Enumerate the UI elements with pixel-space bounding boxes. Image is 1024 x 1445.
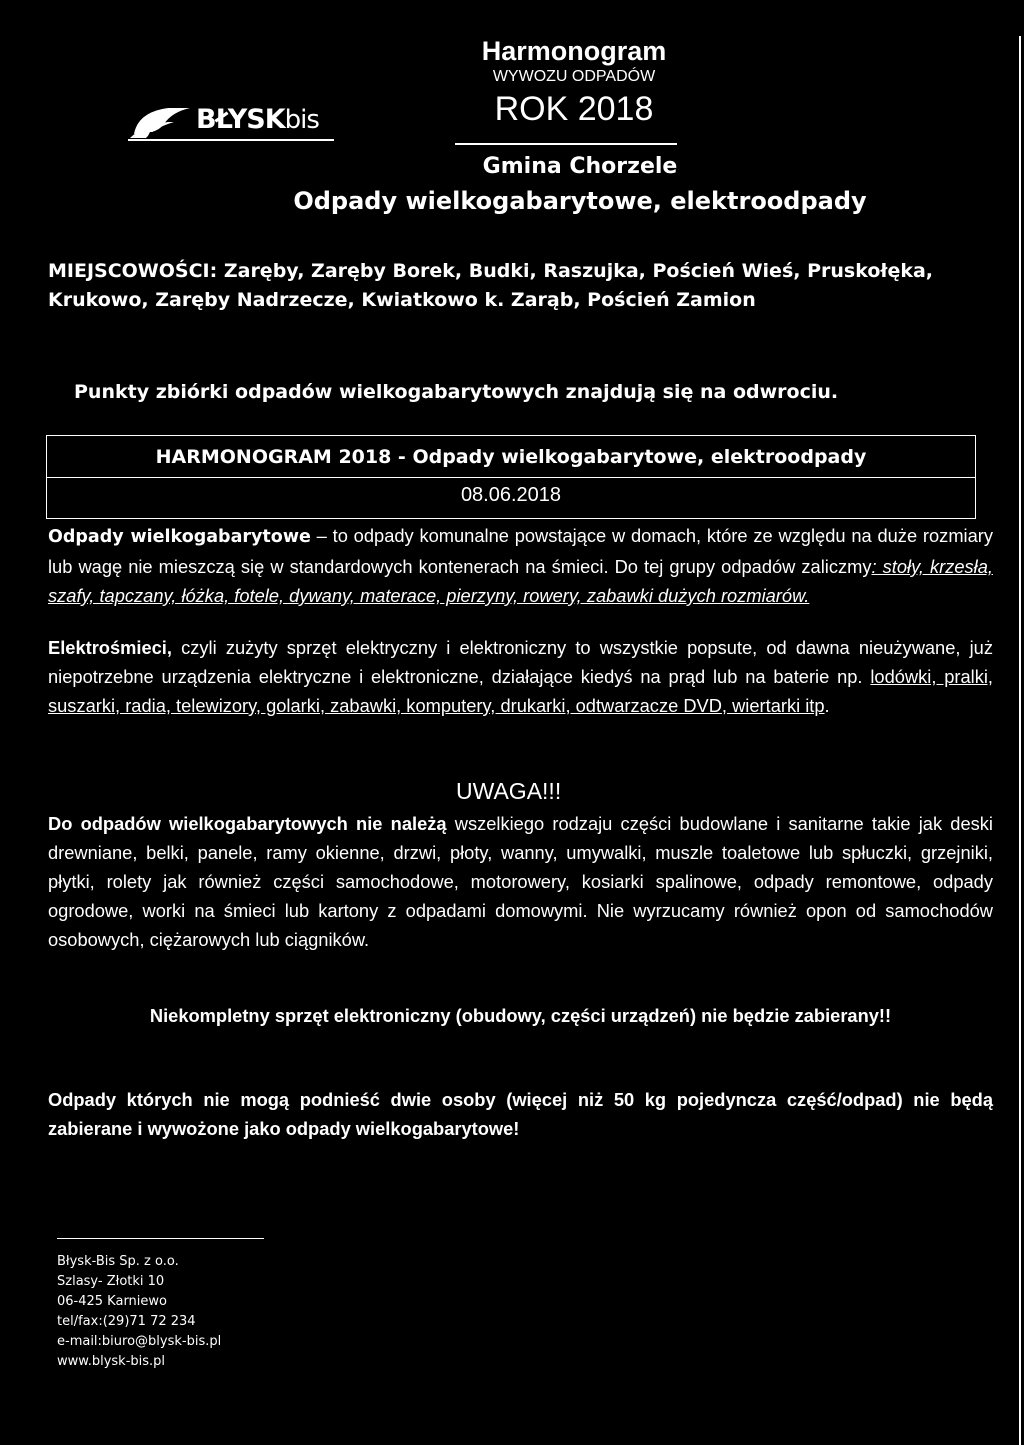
company-logo-icon bbox=[128, 102, 198, 142]
ewaste-end: . bbox=[824, 695, 830, 716]
localities-list: Zaręby, Zaręby Borek, Budki, Raszujka, Poścień Wieś, Pruskołęka, Krukowo, Zaręby Nadrzecze, Kwiatkowo k. Zarąb, Poścień Zamion bbox=[48, 260, 934, 311]
warning-title: UWAGA!!! bbox=[456, 778, 562, 804]
year-heading: ROK 2018 bbox=[494, 90, 654, 128]
ewaste-examples: lodówki, pralki, suszarki, radia, telewizory, golarki, zabawki, komputery, drukarki, odtwarzacze DVD, wiertarki itp bbox=[48, 666, 994, 716]
bulky-waste-term: Odpady wielkogabarytowe bbox=[48, 527, 311, 547]
company-phone: tel/fax:(29)71 72 234 bbox=[57, 1314, 196, 1329]
company-street: Szlasy- Złotki 10 bbox=[57, 1274, 165, 1289]
warning-text bbox=[48, 809, 993, 954]
gmina-heading: Gmina Chorzele bbox=[482, 154, 678, 179]
title-divider bbox=[455, 143, 677, 145]
company-email: e-mail:biuro@blysk-bis.pl bbox=[57, 1334, 222, 1349]
warning-lead: Do odpadów wielkogabarytowych nie należą bbox=[48, 813, 447, 834]
signature-rule bbox=[57, 1238, 264, 1239]
ewaste-term: Elektrośmieci, bbox=[48, 637, 172, 658]
company-logo bbox=[196, 104, 319, 135]
collection-points-note: Punkty zbiórki odpadów wielkogabarytowych znajdują się na odwrociu. bbox=[74, 381, 839, 403]
company-city: 06-425 Karniewo bbox=[57, 1294, 167, 1309]
page-title: Harmonogram bbox=[481, 36, 667, 66]
schedule-date: 08.06.2018 bbox=[460, 484, 562, 506]
category-heading: Odpady wielkogabarytowe, elektroodpady bbox=[293, 187, 867, 215]
ewaste-description bbox=[48, 633, 993, 720]
schedule-title: HARMONOGRAM 2018 - Odpady wielkogabarytowe, elektroodpady bbox=[155, 446, 867, 468]
page-subtitle: WYWOZU ODPADÓW bbox=[492, 68, 656, 85]
company-address bbox=[57, 1252, 221, 1372]
logo-suffix: bis bbox=[284, 105, 319, 135]
schedule-divider bbox=[46, 477, 976, 478]
warning-body: wszelkiego rodzaju części budowlane i sanitarne takie jak deski drewniane, belki, panele, ramy okienne, drzwi, płoty, wanny, umywalki, muszle toaletowe lub spłuczki, grzejniki, płytki, rolety jak również części samochodowe, motorowery, kosiarki spalinowe, odpady remontowe, odpady ogrodowe, worki na śmieci lub kartony z odpadami domowymi. Nie wyrzucamy również opon od samochodów osobowych, ciężarowych lub ciągników. bbox=[48, 813, 993, 950]
bulky-waste-examples: : stoły, krzesła, szafy, tapczany, łóżka, fotele, dywany, materace, pierzyny, rowery, zabawki dużych rozmiarów. bbox=[48, 556, 993, 606]
company-name: Błysk-Bis Sp. z o.o. bbox=[57, 1254, 179, 1269]
page-edge-rule bbox=[1019, 36, 1021, 1445]
bulky-waste-text: – to odpady komunalne powstające w domach, które ze względu na duże rozmiary lub wagę nie mieszczą się w standardowych kontenerach na śmieci. Do tej grupy odpadów zaliczmy bbox=[48, 525, 994, 577]
localities-label: MIEJSCOWOŚCI: bbox=[48, 260, 218, 282]
heavy-waste-note: Odpady których nie mogą podnieść dwie osoby (więcej niż 50 kg pojedyncza część/odpad) nie będą zabierane i wywożone jako odpady wielkogabarytowe! bbox=[48, 1089, 993, 1139]
incomplete-equipment-note: Niekompletny sprzęt elektroniczny (obudowy, części urządzeń) nie będzie zabierany!! bbox=[149, 1005, 892, 1026]
logo-main: BŁYSK bbox=[196, 104, 285, 135]
ewaste-text: czyli zużyty sprzęt elektryczny i elektroniczny to wszystkie popsute, od dawna nieużywane, już niepotrzebne urządzenia elektryczne i elektroniczne, działające kiedyś na prąd lub na baterie np. bbox=[48, 637, 993, 687]
company-website: www.blysk-bis.pl bbox=[57, 1354, 166, 1369]
localities bbox=[48, 257, 988, 315]
bulky-waste-description bbox=[48, 521, 993, 610]
logo-underline bbox=[128, 139, 334, 141]
